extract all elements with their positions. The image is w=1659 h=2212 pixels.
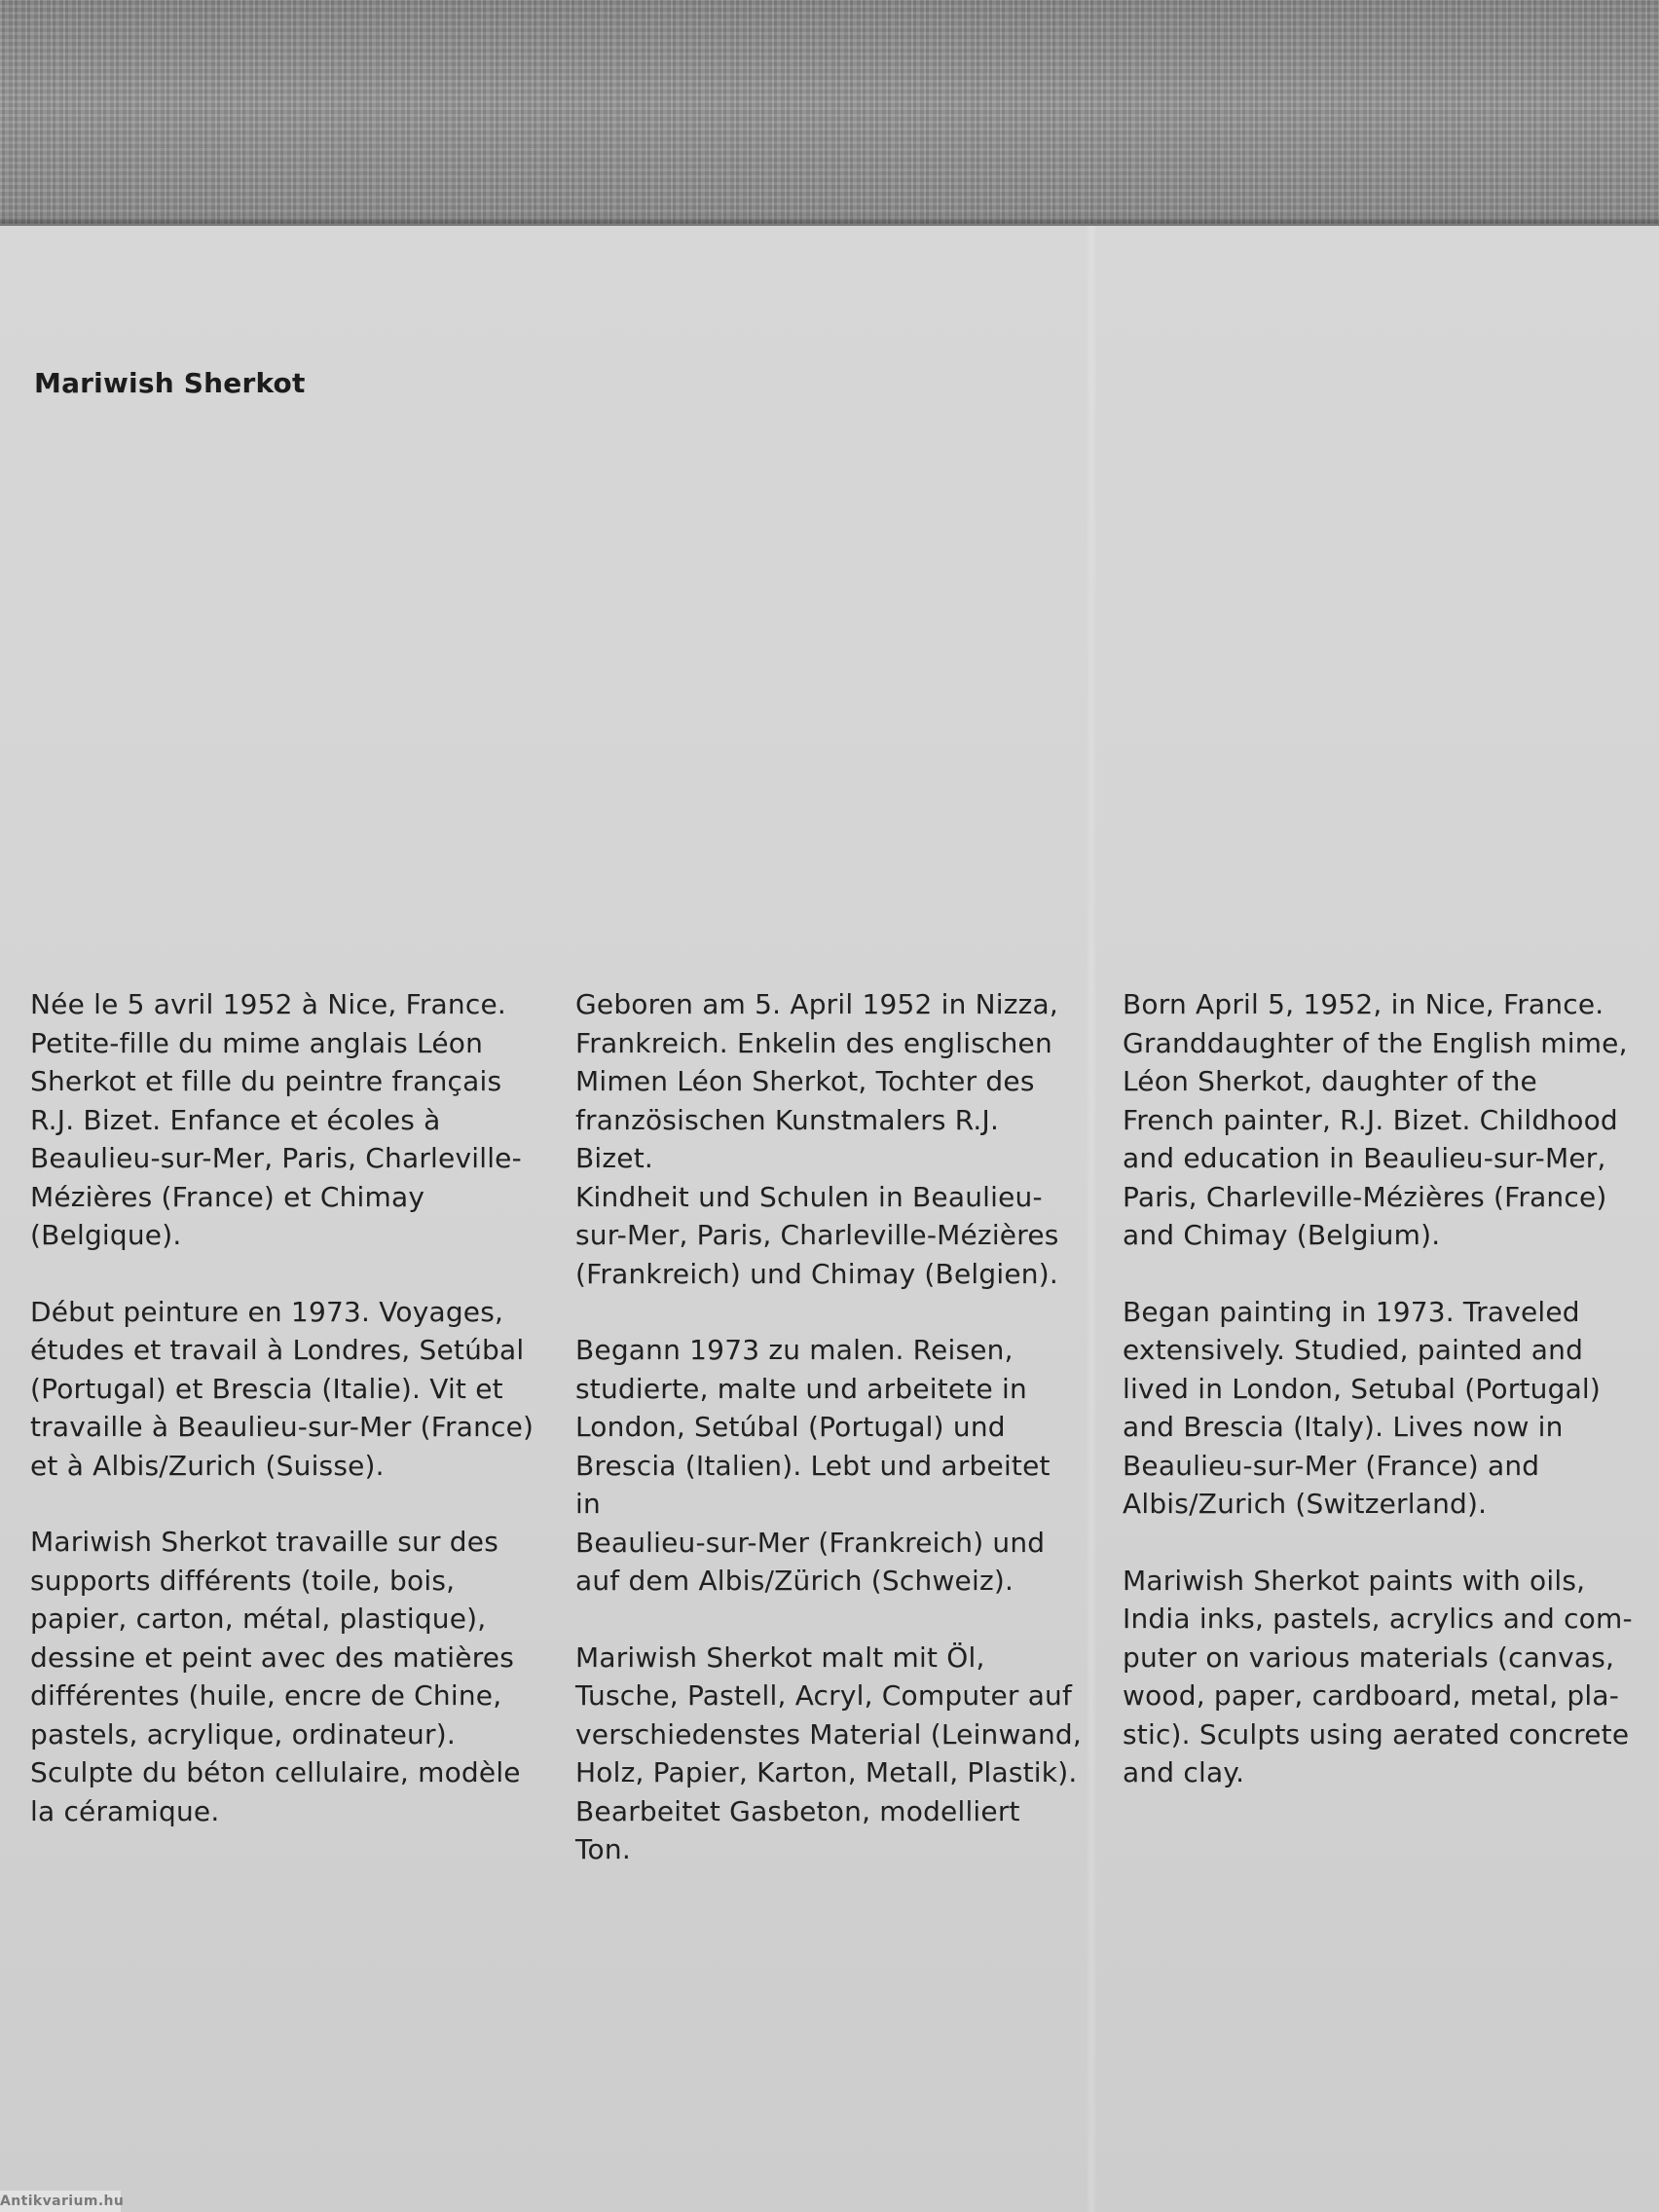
french-column — [30, 985, 536, 1868]
french-paragraph-1: Née le 5 avril 1952 à Nice, France. Petite-fille du mime anglais Léon Sherkot et fille du peintre français R.J. Bizet. Enfance et écoles à Beaulieu-sur-Mer, Paris, Charleville- Mézières (France) et Chimay (Belgique). — [30, 988, 522, 1251]
german-paragraph-2: Begann 1973 zu malen. Reisen, studierte, malte und arbeitete in London, Setúbal (Portugal) und Brescia (Italien). Lebt und arbeitet in Beaulieu-sur-Mer (Frankreich) und auf dem Albis/Zürich (Schweiz). — [575, 1334, 1051, 1597]
background-surface — [0, 0, 1659, 226]
watermark: Antikvarium.hu — [0, 2191, 121, 2212]
english-paragraph-3: Mariwish Sherkot paints with oils, India inks, pastels, acrylics and com- puter on various materials (canvas, wood, paper, cardboard, metal, pla- stic). Sculpts using aerated concrete and clay. — [1123, 1564, 1633, 1788]
french-paragraph-3: Mariwish Sherkot travaille sur des supports différents (toile, bois, papier, carton, métal, plastique), dessine et peint avec des matières différentes (huile, encre de Chine, pastels, acrylique, ordinateur). Sculpte du béton cellulaire, modèle la céramique. — [30, 1526, 521, 1827]
german-paragraph-1: Geboren am 5. April 1952 in Nizza, Frankreich. Enkelin des englischen Mimen Léon Sherkot, Tochter des französischen Kunstmalers R.J. Bizet. Kindheit und Schulen in Beaulieu- sur-Mer, Paris, Charleville-Mézières (Frankreich) und Chimay (Belgien). — [575, 988, 1059, 1290]
english-paragraph-2: Began painting in 1973. Traveled extensively. Studied, painted and lived in London, Setubal (Portugal) and Brescia (Italy). Lives now in Beaulieu-sur-Mer (France) and Albis/Zurich (Switzerland). — [1123, 1295, 1602, 1520]
french-paragraph-2: Début peinture en 1973. Voyages, études et travail à Londres, Setúbal (Portugal) et Brescia (Italie). Vit et travaille à Beaulieu-sur-Mer (France) et à Albis/Zurich (Suisse). — [30, 1295, 535, 1482]
author-name: Mariwish Sherkot — [34, 367, 306, 399]
english-column — [1123, 985, 1639, 1830]
english-paragraph-1: Born April 5, 1952, in Nice, France. Granddaughter of the English mime, Léon Sherkot, daughter of the French painter, R.J. Bizet. Childhood and education in Beaulieu-sur-Mer, Paris, Charleville-Mézières (France) and Chimay (Belgium). — [1123, 988, 1628, 1251]
document-page — [0, 224, 1659, 2212]
german-column — [575, 985, 1082, 1907]
german-paragraph-3: Mariwish Sherkot malt mit Öl, Tusche, Pastell, Acryl, Computer auf verschiedenstes Material (Leinwand, Holz, Papier, Karton, Metall, Plastik). Bearbeitet Gasbeton, modelliert Ton. — [575, 1641, 1082, 1865]
